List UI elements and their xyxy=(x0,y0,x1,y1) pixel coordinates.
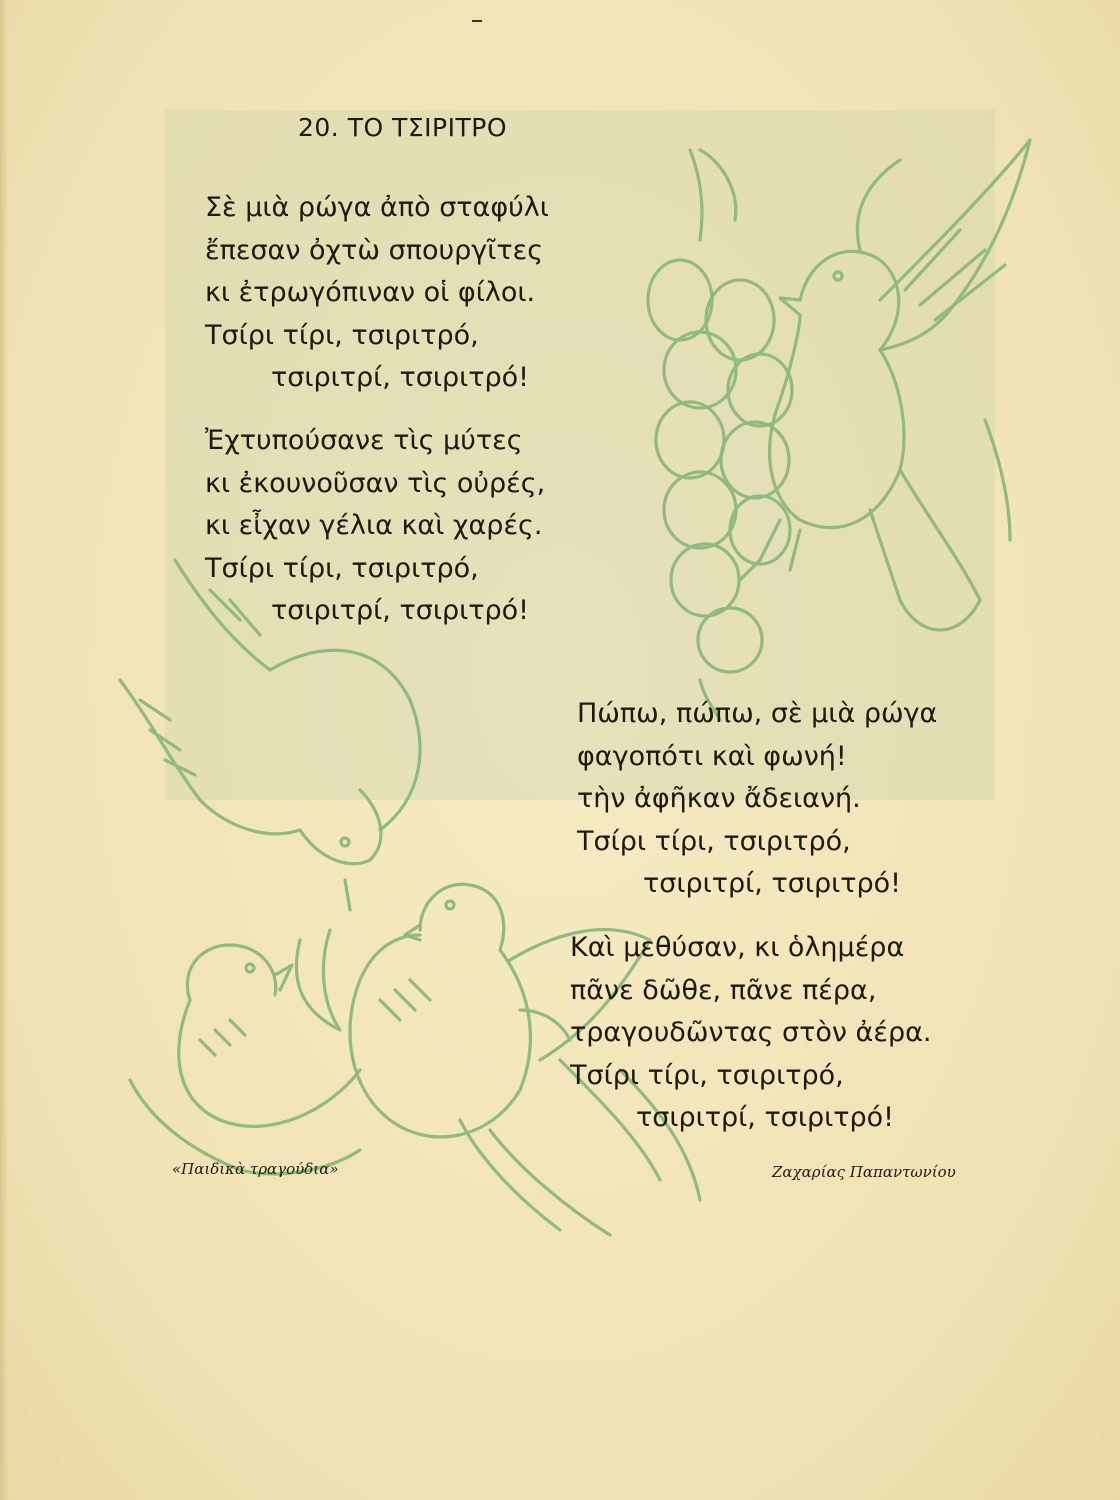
poem-line: Καὶ μεθύσαν, κι ὁλημέρα xyxy=(570,932,905,963)
poem-line: πᾶνε δῶθε, πᾶνε πέρα, xyxy=(570,974,877,1006)
refrain-line: Τσίρι τίρι, τσιριτρό, xyxy=(577,825,851,857)
stanza-1 xyxy=(205,187,549,400)
poem-line: ἔπεσαν ὀχτὼ σπουργῖτες xyxy=(205,234,544,266)
refrain-line: τσιριτρί, τσιριτρό! xyxy=(636,1102,894,1133)
refrain-line: Τσίρι τίρι, τσιριτρό, xyxy=(570,1059,844,1091)
stanza-3 xyxy=(577,693,937,906)
refrain-line: Τσίρι τίρι, τσιριτρό, xyxy=(205,319,479,351)
poem-line: Σὲ μιὰ ρώγα ἀπὸ σταφύλι xyxy=(205,192,549,223)
poem-line: τὴν ἀφῆκαν ἄδειανή. xyxy=(577,783,861,814)
poem-line: κι ἐτρωγόπιναν οἱ φίλοι. xyxy=(205,277,536,308)
refrain-line: Τσίρι τίρι, τσιριτρό, xyxy=(205,552,479,584)
stanza-2 xyxy=(205,420,545,633)
source-credit: «Παιδικὰ τραγούδια» xyxy=(172,1160,339,1178)
poem-line: κι ἐκουνοῦσαν τὶς οὐρές, xyxy=(205,467,546,499)
stanza-4 xyxy=(570,927,931,1140)
poem-line: κι εἶχαν γέλια καὶ χαρές. xyxy=(205,510,543,541)
poem-line: Πώπω, πώπω, σὲ μιὰ ρώγα xyxy=(577,698,938,729)
refrain-line: τσιριτρί, τσιριτρό! xyxy=(271,595,529,626)
sparrow-icon xyxy=(740,140,1030,630)
poem-line: φαγοπότι καὶ φωνή! xyxy=(577,740,847,772)
refrain-line: τσιριτρί, τσιριτρό! xyxy=(643,868,901,899)
author-credit: Ζαχαρίας Παπαντωνίου xyxy=(772,1163,956,1181)
refrain-line: τσιριτρί, τσιριτρό! xyxy=(271,362,529,393)
poem-title: 20. ΤΟ ΤΣΙΡΙΤΡΟ xyxy=(298,113,508,142)
sparrow-icon xyxy=(130,945,360,1174)
poem-line: Ἐχτυπούσανε τὶς μύτες xyxy=(205,425,523,456)
poem-line: τραγουδῶντας στὸν ἀέρα. xyxy=(570,1017,932,1048)
